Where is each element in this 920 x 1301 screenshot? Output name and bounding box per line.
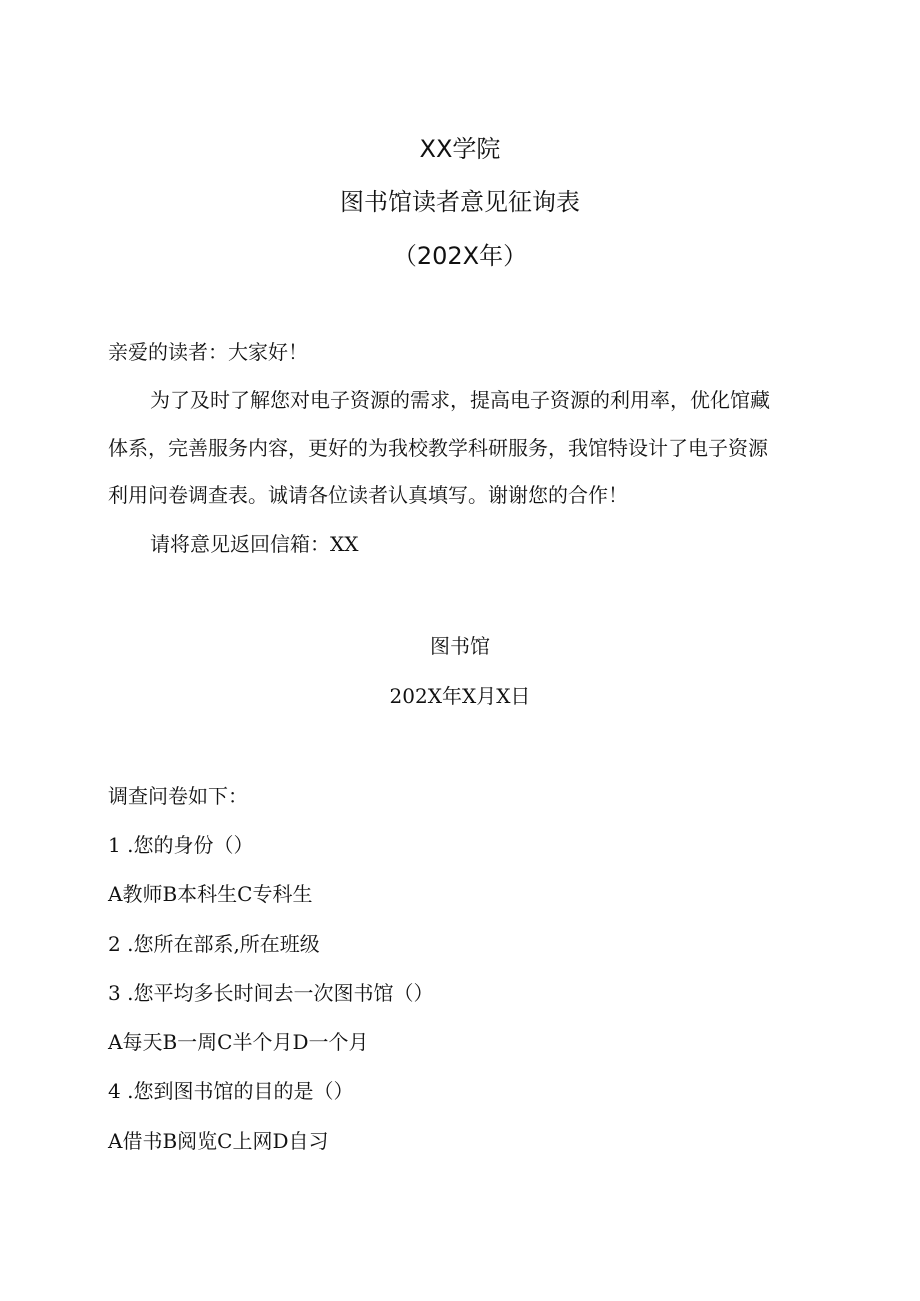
survey-options-4: A借书B阅览C上网D自习 xyxy=(108,1129,329,1153)
form-year: （202X年） xyxy=(392,242,528,270)
greeting: 亲爱的读者：大家好！ xyxy=(108,340,308,364)
signature-date: 202X年X月X日 xyxy=(389,684,531,708)
letter-body-line-3: 利用问卷调查表。诚请各位读者认真填写。谢谢您的合作！ xyxy=(108,483,628,507)
survey-options-1: A教师B本科生C专科生 xyxy=(108,882,313,906)
survey-question-4: 4 .您到图书馆的目的是（） xyxy=(108,1079,354,1103)
survey-question-2: 2 .您所在部系,所在班级 xyxy=(108,932,320,956)
return-email: 请将意见返回信箱：XX xyxy=(150,532,359,556)
letter-body-line-1: 为了及时了解您对电子资源的需求，提高电子资源的利用率，优化馆藏 xyxy=(150,388,770,412)
school-name: XX学院 xyxy=(419,135,501,163)
survey-question-3: 3 .您平均多长时间去一次图书馆（） xyxy=(108,981,434,1005)
survey-question-1: 1 .您的身份（） xyxy=(108,833,254,857)
form-title: 图书馆读者意见征询表 xyxy=(340,188,580,216)
survey-options-3: A每天B一周C半个月D一个月 xyxy=(108,1030,369,1054)
survey-intro: 调查问卷如下： xyxy=(108,784,248,808)
letter-body-line-2: 体系，完善服务内容，更好的为我校教学科研服务，我馆特设计了电子资源 xyxy=(108,436,768,460)
signature-department: 图书馆 xyxy=(430,634,490,658)
